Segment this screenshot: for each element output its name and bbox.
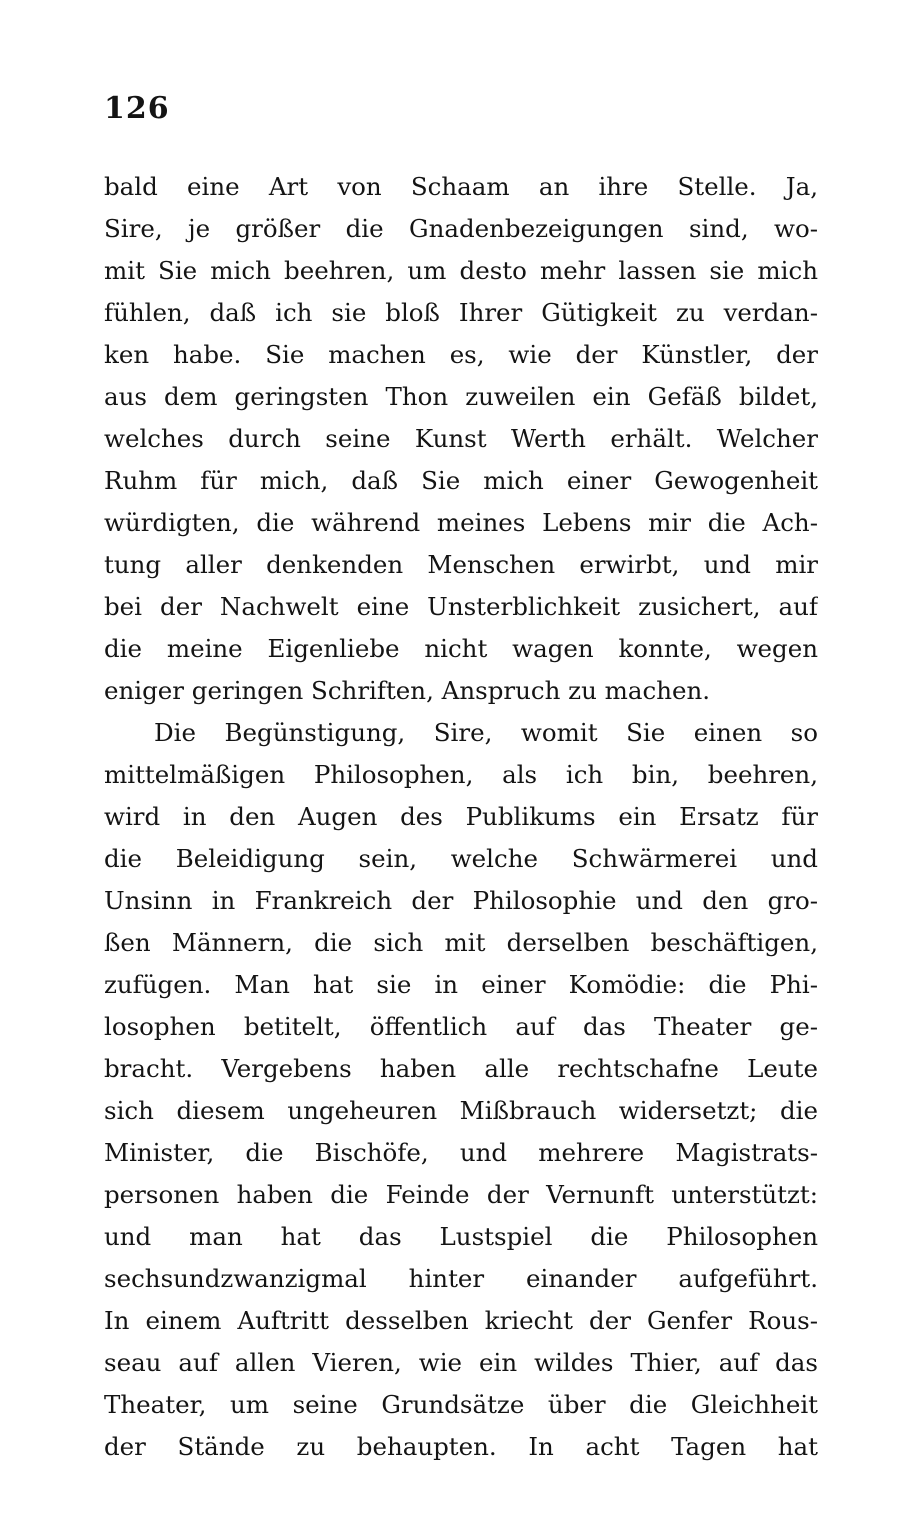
text-line: und man hat das Lustspiel die Philosophen <box>104 1222 818 1251</box>
text-line: welches durch seine Kunst Werth erhält. Welcher <box>104 424 818 453</box>
text-line: mittelmäßigen Philosophen, als ich bin, beehren, <box>104 760 818 789</box>
text-line: bracht. Vergebens haben alle rechtschafne Leute <box>104 1054 818 1083</box>
text-line: bei der Nachwelt eine Unsterblichkeit zusichert, auf <box>104 592 818 621</box>
text-line: fühlen, daß ich sie bloß Ihrer Gütigkeit zu verdan- <box>104 298 818 327</box>
text-line: der Stände zu behaupten. In acht Tagen hat <box>104 1432 818 1461</box>
text-line: Sire, je größer die Gnadenbezeigungen sind, wo- <box>104 214 818 243</box>
text-line: Theater, um seine Grundsätze über die Gleichheit <box>104 1390 818 1419</box>
text-line: seau auf allen Vieren, wie ein wildes Thier, auf das <box>104 1348 818 1377</box>
text-line: Ruhm für mich, daß Sie mich einer Gewogenheit <box>104 466 818 495</box>
text-line: mit Sie mich beehren, um desto mehr lassen sie mich <box>104 256 818 285</box>
text-line: ken habe. Sie machen es, wie der Künstler, der <box>104 340 818 369</box>
text-line: sich diesem ungeheuren Mißbrauch widersetzt; die <box>104 1096 818 1125</box>
text-line: Minister, die Bischöfe, und mehrere Magistrats- <box>104 1138 818 1167</box>
text-line: Die Begünstigung, Sire, womit Sie einen so <box>154 718 818 747</box>
page-number: 126 <box>104 91 170 126</box>
text-line: würdigten, die während meines Lebens mir die Ach- <box>104 508 818 537</box>
body-text <box>104 166 818 1468</box>
text-line: ßen Männern, die sich mit derselben beschäftigen, <box>104 928 818 957</box>
text-line: aus dem geringsten Thon zuweilen ein Gefäß bildet, <box>104 382 818 411</box>
text-line: Unsinn in Frankreich der Philosophie und den gro- <box>104 886 818 915</box>
text-line: die Beleidigung sein, welche Schwärmerei und <box>104 844 818 873</box>
text-line: losophen betitelt, öffentlich auf das Theater ge- <box>104 1012 818 1041</box>
text-line: wird in den Augen des Publikums ein Ersatz für <box>104 802 818 831</box>
text-line: sechsundzwanzigmal hinter einander aufgeführt. <box>104 1264 818 1293</box>
text-line: die meine Eigenliebe nicht wagen konnte, wegen <box>104 634 818 663</box>
text-line: zufügen. Man hat sie in einer Komödie: die Phi- <box>104 970 818 999</box>
text-line: bald eine Art von Schaam an ihre Stelle. Ja, <box>104 172 818 201</box>
text-line: eniger geringen Schriften, Anspruch zu machen. <box>104 676 711 705</box>
text-line: personen haben die Feinde der Vernunft unterstützt: <box>104 1180 818 1209</box>
text-line: In einem Auftritt desselben kriecht der Genfer Rous- <box>104 1306 818 1335</box>
text-line: tung aller denkenden Menschen erwirbt, und mir <box>104 550 818 579</box>
